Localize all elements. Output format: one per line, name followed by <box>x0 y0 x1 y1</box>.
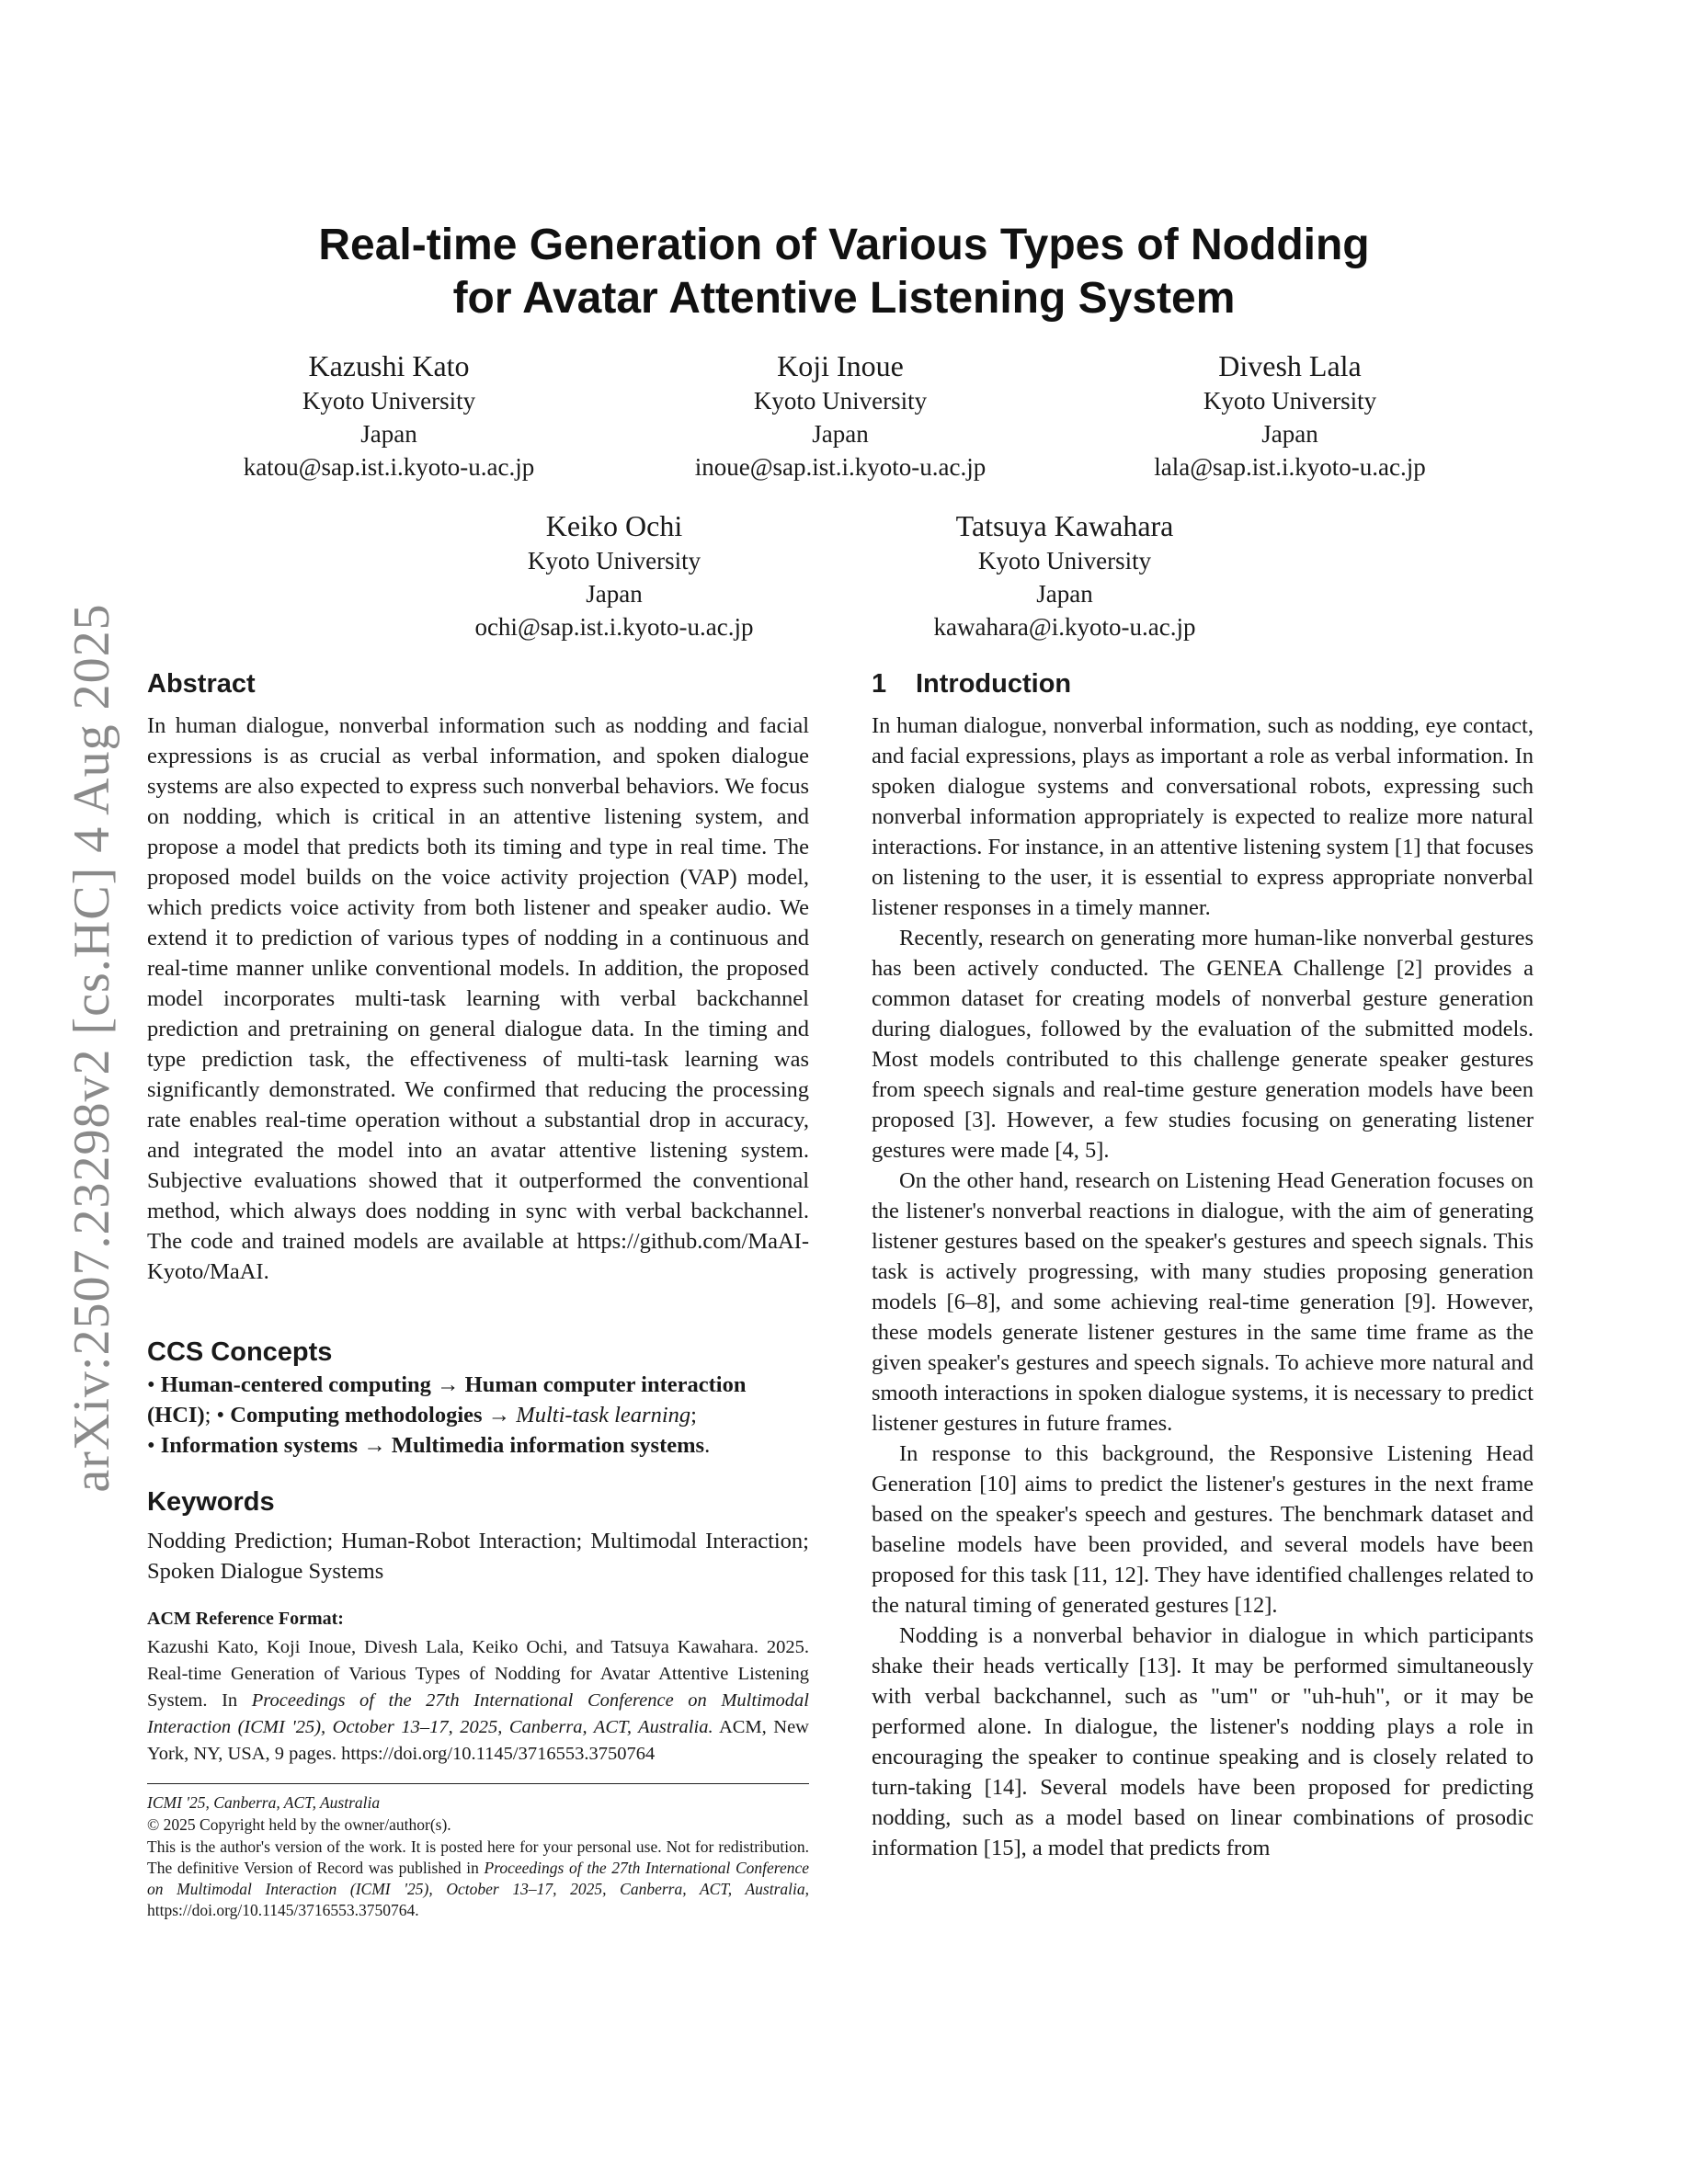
author-name: Divesh Lala <box>1218 349 1362 382</box>
author-affiliation: Kyoto University <box>527 547 701 574</box>
introduction-heading <box>872 667 1071 700</box>
acm-reference-part: ACM, New York, NY, USA, 9 pages. https://doi.org/10.1145/3716553.3750764 <box>147 1717 809 1764</box>
keywords-body <box>147 1526 809 1587</box>
title-line-2: for Avatar Attentive Listening System <box>452 274 1236 323</box>
acm-reference-text <box>147 1634 809 1768</box>
footnote-notice-part: This is the author's version of the work. It is posted here for your personal use. Not for redistribution. The definitive Version of Record was published in <box>147 1837 809 1877</box>
section-title: Introduction <box>916 669 1072 699</box>
author-name: Tatsuya Kawahara <box>955 509 1174 542</box>
ccs-bullet: • <box>147 1372 155 1397</box>
abstract-text: In human dialogue, nonverbal information such as nodding and facial expressions is as crucial as verbal information, and spoken dialogue systems are also expected to express such nonverbal behaviors. We focus on nodding, which is critical in an attentive listening system, and propose a model that predicts both its timing and type in real time. The proposed model builds on the voice activity projection (VAP) model, which predicts voice activity from both listener and speaker audio. We extend it to prediction of various types of nodding in a continuous and real-time manner unlike conventional models. In addition, the proposed model incorporates multi-task learning with verbal backchannel prediction and pretraining on general dialogue data. In the timing and type prediction task, the effectiveness of multi-task learning was significantly demonstrated. We confirmed that reducing the processing rate enables real-time operation without a substantial drop in accuracy, and integrated the model into an avatar attentive listening system. Subjective evaluations showed that it outperformed the conventional method, which always does nodding in sync with verbal backchannel. The code and trained models are available at https://github.com/MaAI-Kyoto/MaAI. <box>147 713 809 1284</box>
paper-title <box>147 219 1541 325</box>
intro-paragraph: Nodding is a nonverbal behavior in dialogue in which participants shake their heads vertically [13]. It may be performed simultaneously with verbal backchannel, such as "um" or "uh-huh", or it may be performed alone. In dialogue, the listener's nodding plays a role in encouraging the speaker to continue speaking and is closely related to turn-taking [14]. Several models have been proposed for predicting nodding, such as a model based on linear combinations of prosodic information [15], a model that predicts from <box>872 1623 1534 1860</box>
ccs-heading: CCS Concepts <box>147 1337 333 1367</box>
author-name: Keiko Ochi <box>545 509 683 542</box>
ccs-bullet: • <box>147 1433 155 1458</box>
author-block <box>826 507 1304 643</box>
keywords-text: Nodding Prediction; Human-Robot Interaction; Multimodal Interaction; Spoken Dialogue Systems <box>147 1529 809 1584</box>
footnote-rule <box>147 1783 809 1784</box>
acm-reference-label: ACM Reference Format: <box>147 1609 344 1629</box>
intro-paragraph: In human dialogue, nonverbal information, such as nodding, eye contact, and facial expressions, plays as important a role as verbal information. In spoken dialogue systems and conversational robots, expressing such nonverbal information appropriately is expected to realize more natural interactions. For instance, in an attentive listening system [1] that focuses on listening to the user, it is essential to express appropriate nonverbal listener responses in a timely manner. <box>872 713 1534 920</box>
ccs-item-2-concept: Multi-task learning <box>516 1403 691 1428</box>
author-country: Japan <box>1261 420 1318 448</box>
acm-reference-proceedings: Proceedings of the 27th International Conference on Multimodal Interaction (ICMI '25), October 13–17, 2025, Canberra, ACT, Australia. <box>147 1690 809 1737</box>
author-email: katou@sap.ist.i.kyoto-u.ac.jp <box>243 453 535 481</box>
intro-paragraph: In response to this background, the Responsive Listening Head Generation [10] aims to predict the listener's gestures in the next frame based on the speaker's speech and gestures. The benchmark dataset and baseline models have been provided, and several models have been proposed for this task [11, 12]. They have identified challenges related to the natural timing of generated gestures [12]. <box>872 1441 1534 1618</box>
author-block <box>150 347 628 483</box>
author-block <box>1051 347 1529 483</box>
ccs-item-3: Information systems → Multimedia information systems <box>160 1433 705 1458</box>
author-affiliation: Kyoto University <box>302 387 476 415</box>
footnote-venue: ICMI '25, Canberra, ACT, Australia <box>147 1793 381 1812</box>
author-country: Japan <box>812 420 869 448</box>
footnote-notice <box>147 1837 809 1921</box>
author-block <box>601 347 1079 483</box>
introduction-body <box>872 711 1534 1863</box>
author-email: lala@sap.ist.i.kyoto-u.ac.jp <box>1154 453 1426 481</box>
footnote-notice-proceedings: Proceedings of the 27th International Conference on Multimodal Interaction (ICMI '25), October 13–17, 2025, Canberra, ACT, Australia <box>147 1859 809 1898</box>
author-name: Koji Inoue <box>777 349 904 382</box>
intro-paragraph: Recently, research on generating more human-like nonverbal gestures has been actively conducted. The GENEA Challenge [2] provides a common dataset for creating models of nonverbal gesture generation during dialogues, followed by the evaluation of the submitted models. Most models contributed to this challenge generate speaker gestures from speech signals and real-time gesture generation models have been proposed [3]. However, a few studies focusing on generating listener gestures were made [4, 5]. <box>872 926 1534 1163</box>
footnote-copyright: © 2025 Copyright held by the owner/author(s). <box>147 1815 451 1834</box>
author-email: kawahara@i.kyoto-u.ac.jp <box>933 613 1196 641</box>
author-email: inoue@sap.ist.i.kyoto-u.ac.jp <box>694 453 987 481</box>
arxiv-id: arXiv:2507.23298v2 [cs.HC] 4 Aug 2025 <box>63 603 120 1493</box>
author-affiliation: Kyoto University <box>1203 387 1377 415</box>
author-country: Japan <box>586 580 643 608</box>
acm-reference-part: Kazushi Kato, Koji Inoue, Divesh Lala, Keiko Ochi, and Tatsuya Kawahara. 2025. Real-time Generation of Various Types of Nodding for Avatar Attentive Listening System. In <box>147 1637 809 1711</box>
author-block <box>375 507 853 643</box>
abstract-heading: Abstract <box>147 669 256 699</box>
ccs-concepts: • Human-centered computing → Human computer interaction (HCI); • Computing methodologies → Multi-task learning; • Information systems → Multimedia information systems. <box>147 1372 747 1458</box>
keywords-heading: Keywords <box>147 1487 275 1517</box>
ccs-bullet: • <box>216 1403 225 1428</box>
ccs-item-2: Computing methodologies → <box>230 1403 511 1428</box>
section-number: 1 <box>872 669 887 699</box>
title-line-1: Real-time Generation of Various Types of Nodding <box>318 221 1370 269</box>
abstract-body <box>147 711 809 1287</box>
ccs-item-1: Human-centered computing → Human computer interaction (HCI) <box>147 1372 747 1428</box>
author-country: Japan <box>360 420 417 448</box>
intro-paragraph: On the other hand, research on Listening Head Generation focuses on the listener's nonverbal reactions in dialogue, with the aim of generating listener gestures based on the speaker's gestures and speech signals. This task is actively progressing, with many studies proposing generation models [6–8], and some achieving real-time generation [9]. However, these models generate listener gestures in the same time frame as the given speaker's gestures and speech signals. To achieve more natural and smooth interactions in spoken dialogue systems, it is necessary to predict listener gestures in future frames. <box>872 1168 1534 1436</box>
author-affiliation: Kyoto University <box>753 387 928 415</box>
footnote-notice-part: , https://doi.org/10.1145/3716553.3750764. <box>147 1880 809 1919</box>
author-email: ochi@sap.ist.i.kyoto-u.ac.jp <box>474 613 754 641</box>
author-name: Kazushi Kato <box>308 349 470 382</box>
author-country: Japan <box>1036 580 1093 608</box>
author-affiliation: Kyoto University <box>977 547 1152 574</box>
